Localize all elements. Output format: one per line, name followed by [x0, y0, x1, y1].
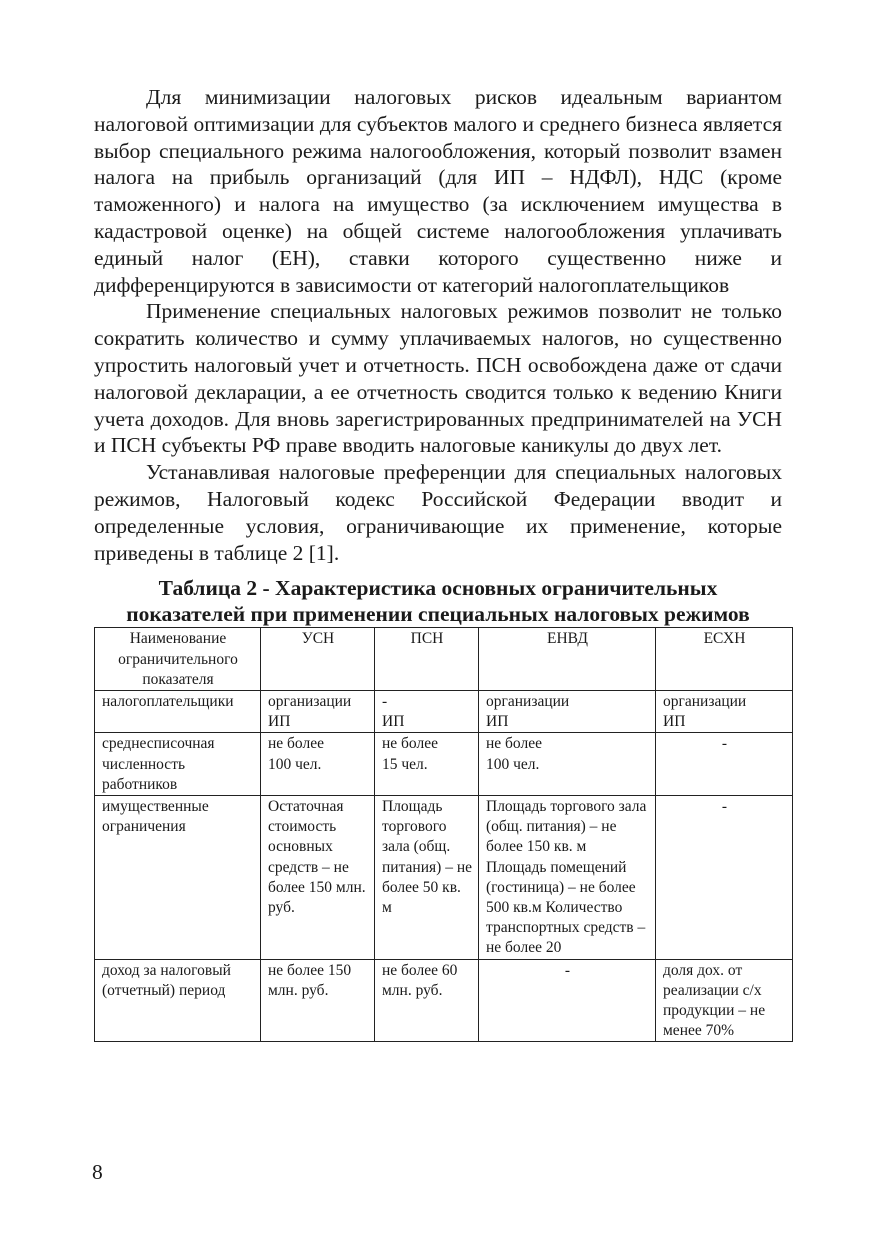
header-eshn: ЕСХН: [656, 628, 793, 691]
row-name: имущественные ограничения: [95, 795, 261, 959]
cell-envd: Площадь торгового зала (общ. питания) – не более 150 кв. м Площадь помещений (гостиница) – не более 500 кв.м Количество транспортных средств – не более 20: [479, 795, 656, 959]
cell-usn: Остаточная стоимость основных средств – не более 150 млн. руб.: [261, 795, 375, 959]
row-name: налогоплательщики: [95, 690, 261, 732]
paragraph-3: Устанавливая налоговые преференции для специальных налоговых режимов, Налоговый кодекс Российской Федерации вводит и определенные условия, ограничивающие их применение, которые приведены в таблице 2 [1].: [94, 460, 782, 565]
limits-table: [94, 627, 793, 1042]
cell-line: 100 чел.: [268, 755, 322, 773]
cell-psn: [375, 733, 479, 796]
cell-line: -: [382, 692, 388, 710]
cell-psn: [375, 690, 479, 732]
cell-line: ИП: [663, 713, 686, 731]
table-row: [95, 959, 793, 1042]
table-caption-line-1: Таблица 2 - Характеристика основных ограничительных: [158, 576, 718, 601]
cell-psn: Площадь торгового зала (общ. питания) – не более 50 кв. м: [375, 795, 479, 959]
paragraph-2: Применение специальных налоговых режимов позволит не только сократить количество и сумму уплачиваемых налогов, но существенно упростить налоговый учет и отчетность. ПСН освобождена даже от сдачи налоговой декларации, а ее отчетность сводится только к ведению Книги учета доходов. Для вновь зарегистрированных предпринимателей на УСН и ПСН субъекты РФ праве вводить налоговые каникулы до двух лет.: [94, 299, 782, 458]
row-name: среднесписочная численность работников: [95, 733, 261, 796]
cell-line: не более: [268, 735, 324, 753]
cell-envd: [479, 733, 656, 796]
cell-line: организации: [663, 692, 747, 710]
cell-envd: -: [479, 959, 656, 1042]
table-caption: [94, 576, 782, 627]
cell-line: организации: [268, 692, 352, 710]
table-header-row: [95, 628, 793, 691]
table-caption-line-2: показателей при применении специальных налоговых режимов: [126, 601, 750, 626]
cell-usn: [261, 733, 375, 796]
header-indicator: Наименование ограничительного показателя: [95, 628, 261, 691]
header-psn: ПСН: [375, 628, 479, 691]
cell-usn: [261, 690, 375, 732]
cell-line: ИП: [268, 713, 291, 731]
cell-line: не более: [486, 735, 542, 753]
cell-eshn: -: [656, 795, 793, 959]
table-row: [95, 690, 793, 732]
cell-line: 15 чел.: [382, 755, 428, 773]
cell-line: ИП: [382, 713, 405, 731]
cell-line: ИП: [486, 713, 509, 731]
cell-line: не более: [382, 735, 438, 753]
cell-line: 100 чел.: [486, 755, 540, 773]
header-usn: УСН: [261, 628, 375, 691]
table-row: [95, 795, 793, 959]
document-body: [94, 84, 782, 1042]
row-name: доход за налоговый (отчетный) период: [95, 959, 261, 1042]
cell-eshn: [656, 690, 793, 732]
table-row: [95, 733, 793, 796]
page-number: 8: [92, 1160, 103, 1184]
cell-eshn: -: [656, 733, 793, 796]
cell-eshn: доля дох. от реализации с/х продукции – не менее 70%: [656, 959, 793, 1042]
cell-line: организации: [486, 692, 570, 710]
paragraph-1: Для минимизации налоговых рисков идеальным вариантом налоговой оптимизации для субъектов малого и среднего бизнеса является выбор специального режима налогообложения, который позволит взамен налога на прибыль организаций (для ИП – НДФЛ), НДС (кроме таможенного) и налога на имущество (за исключением имущества в кадастровой оценке) на общей системе налогообложения уплачивать единый налог (ЕН), ставки которого существенно ниже и дифференцируются в зависимости от категорий налогоплательщиков: [94, 85, 782, 297]
cell-envd: [479, 690, 656, 732]
cell-psn: не более 60 млн. руб.: [375, 959, 479, 1042]
header-envd: ЕНВД: [479, 628, 656, 691]
cell-usn: не более 150 млн. руб.: [261, 959, 375, 1042]
